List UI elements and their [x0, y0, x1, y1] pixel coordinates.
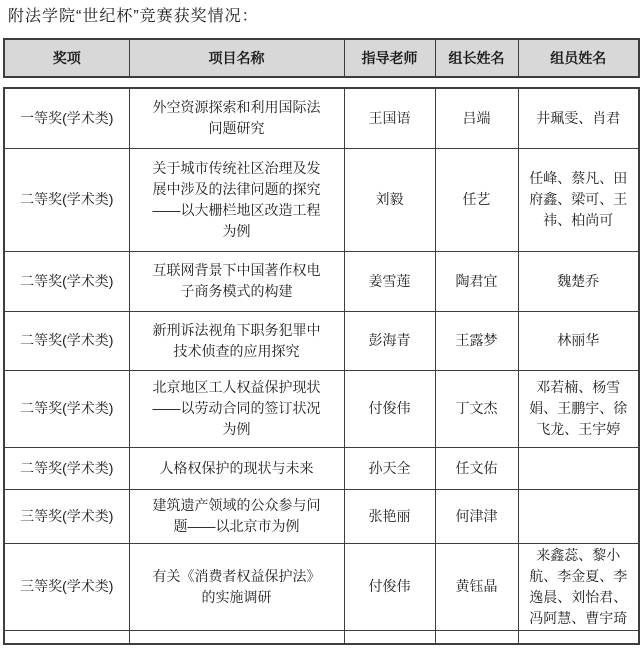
cell-advisor: 孙天全	[344, 447, 435, 489]
cell-members: 林丽华	[518, 311, 639, 370]
cell-advisor: 彭海青	[344, 311, 435, 370]
cell-members: 井珮雯、肖君	[518, 88, 639, 148]
header-row	[4, 39, 639, 77]
col-header-project: 项目名称	[129, 39, 344, 77]
cell-advisor: 张艳丽	[344, 489, 435, 543]
cell-leader: 王露梦	[435, 311, 518, 370]
cell-leader: 任文佑	[435, 447, 518, 489]
col-header-leader: 组长姓名	[435, 39, 518, 77]
table-row	[4, 543, 639, 630]
cell-project: 建筑遗产领域的公众参与问题——以北京市为例	[129, 489, 344, 543]
cell-advisor: 刘毅	[344, 148, 435, 251]
awards-table-body	[3, 87, 640, 645]
cell-leader: 任艺	[435, 148, 518, 251]
cell-members: 任峰、蔡凡、田府鑫、梁可、王祎、柏尚可	[518, 148, 639, 251]
cell-leader: 吕端	[435, 88, 518, 148]
cell-project: 互联网背景下中国著作权电子商务模式的构建	[129, 251, 344, 311]
cell-project: 北京地区工人权益保护现状——以劳动合同的签订状况为例	[129, 370, 344, 447]
table-row-partial	[4, 630, 639, 644]
cell-leader: 丁文杰	[435, 370, 518, 447]
cell-leader: 陶君宜	[435, 251, 518, 311]
cell-advisor: 付俊伟	[344, 543, 435, 630]
cell-members: 邓若楠、杨雪娟、王鹏宇、徐飞龙、王宇婷	[518, 370, 639, 447]
table-row	[4, 447, 639, 489]
table-row	[4, 311, 639, 370]
cell-members	[518, 447, 639, 489]
cell-advisor	[344, 630, 435, 644]
cell-award: 三等奖(学术类)	[4, 489, 129, 543]
cell-members: 来鑫蕊、黎小航、李金夏、李逸晨、刘怡君、冯阿慧、曹宇琦	[518, 543, 639, 630]
cell-project: 人格权保护的现状与未来	[129, 447, 344, 489]
awards-table-header	[3, 38, 640, 78]
cell-members	[518, 489, 639, 543]
col-header-award: 奖项	[4, 39, 129, 77]
cell-award: 二等奖(学术类)	[4, 311, 129, 370]
cell-advisor: 王国语	[344, 88, 435, 148]
cell-project: 外空资源探索和利用国际法问题研究	[129, 88, 344, 148]
cell-award: 二等奖(学术类)	[4, 148, 129, 251]
table-row	[4, 370, 639, 447]
cell-advisor: 姜雪莲	[344, 251, 435, 311]
cell-project: 有关《消费者权益保护法》的实施调研	[129, 543, 344, 630]
cell-leader: 黄钰晶	[435, 543, 518, 630]
cell-members: 魏楚乔	[518, 251, 639, 311]
page-title: 附法学院“世纪杯”竞赛获奖情况：	[8, 8, 259, 25]
cell-advisor: 付俊伟	[344, 370, 435, 447]
cell-leader	[435, 630, 518, 644]
cell-project	[129, 630, 344, 644]
table-row	[4, 148, 639, 251]
table-row	[4, 489, 639, 543]
cell-project: 关于城市传统社区治理及发展中涉及的法律问题的探究——以大栅栏地区改造工程为例	[129, 148, 344, 251]
cell-award: 二等奖(学术类)	[4, 447, 129, 489]
col-header-advisor: 指导老师	[344, 39, 435, 77]
cell-project: 新刑诉法视角下职务犯罪中技术侦查的应用探究	[129, 311, 344, 370]
cell-award	[4, 630, 129, 644]
table-row	[4, 251, 639, 311]
col-header-members: 组员姓名	[518, 39, 639, 77]
table-row	[4, 88, 639, 148]
cell-members	[518, 630, 639, 644]
cell-award: 二等奖(学术类)	[4, 370, 129, 447]
cell-award: 二等奖(学术类)	[4, 251, 129, 311]
cell-award: 一等奖(学术类)	[4, 88, 129, 148]
cell-award: 三等奖(学术类)	[4, 543, 129, 630]
cell-leader: 何津津	[435, 489, 518, 543]
